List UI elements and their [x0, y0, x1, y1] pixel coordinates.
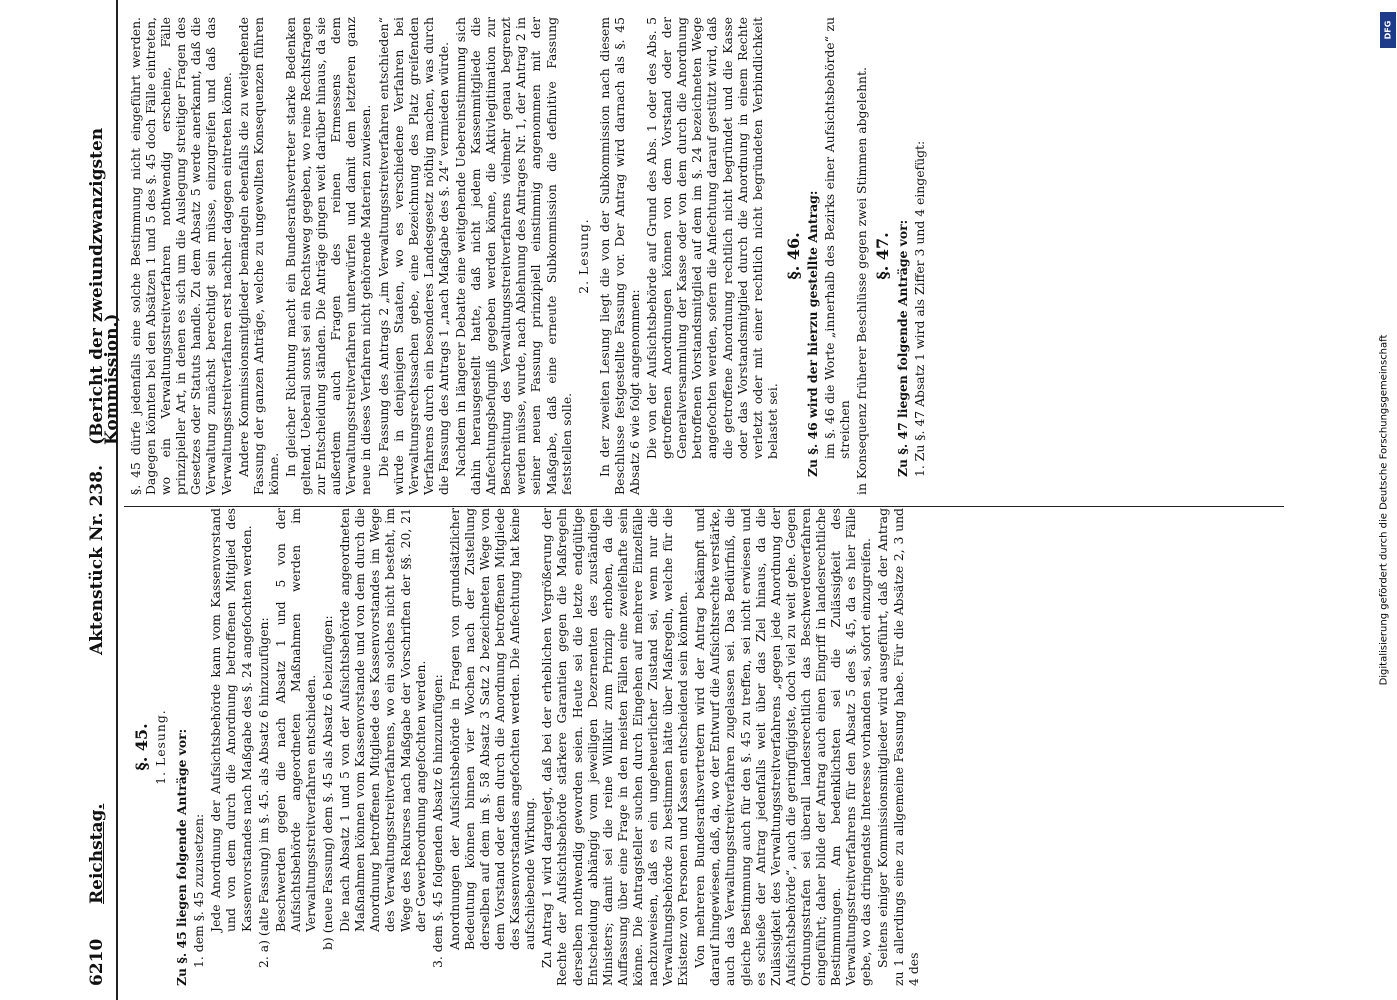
reading-heading-1: 1. Lesung.: [153, 709, 169, 785]
rotated-page-content: [86, 0, 1306, 1000]
paragraph: Zu Antrag 1 wird dargelegt, daß bei der erheblichen Vergrößerung der Rechte der Aufsichtsbehörde stärkere Garantien gegen die Maßregeln derselben nothwendig geworden seien. Heute sei die letzte endgültige Entscheidung abhängig vom jeweiligen Dezernenten des zuständigen Ministers; damit sei die reine Willkür zum Prinzip erhoben, da die Auffassung über eine Frage in den meisten Fällen eine zweifelhafte sein könne. Die Antragsteller suchen durch Eingehen auf mehrere Einzelfälle nachzuweisen, daß es ein ungeheuerlicher Zustand sei, wenn nur die Verwaltungsbehörde zu bestimmen hätte über Maßregeln, welche für die Existenz von Personen und Kassen entscheidend sein könnten.: [539, 508, 691, 986]
paragraph: Von mehreren Bundesrathsvertretern wird der Antrag bekämpft und darauf hingewiesen, daß, da, wo der Entwurf die Aufsichtsrechte verstärke, auch das Verwaltungsstreitverfahren zugelassen sei. Das Bedürfniß, die gleiche Bestimmung auch für den §. 45 zu treffen, sei nicht erwiesen und es schieße der Antrag jedenfalls weit über das Ziel hinaus, da die Zulässigkeit des Verwaltungsstreitverfahrens „gegen jede Anordnung der Aufsichtsbehörde“, auch die geringfügigste, doch viel zu weit gehe. Gegen Ordnungsstrafen sei überall landesrechtlich das Beschwerdeverfahren eingeführt; daher bilde der Antrag auch einen Eingriff in landesrechtliche Bestimmungen. Am bedenklichsten sei die Zulässigkeit des Verwaltungsstreitverfahrens für den Absatz 5 des §. 45, da es hier Fälle gebe, wo das dringendste Interesse vorhanden sei, sofort einzugreifen.: [692, 508, 874, 986]
paragraph: Nachdem in längerer Debatte eine weitgehende Uebereinstimmung sich dahin herausgestellt hatte, daß nicht jedem Kassenmitgliede die Anfechtungsbefugniß gegeben werden könne, die Aktivlegitimation zur Beschreitung des Verwaltungsstreitverfahrens vielmehr genau begrenzt werden müsse, wurde, nach Ablehnung des Antrages Nr. 1, der Antrag 2 in seiner neuen Fassung prinzipiell einstimmig angenommen mit der Maßgabe, daß eine erneute Subkommission die definitive Fassung feststellen solle.: [452, 17, 574, 495]
paragraph: Beschwerden gegen die nach Absatz 1 und 5 von der Aufsichtsbehörde angeordneten Maßnahmen werden im Verwaltungsstreitverfahren entschieden.: [272, 508, 318, 932]
paragraph: Andere Kommissionsmitglieder bemängeln ebenfalls die zu weitgehende Fassung der ganzen Anträge, welche zu ungewollten Konsequenzen führen könne.: [235, 17, 281, 495]
paragraph: Zu §. 47 liegen folgende Anträge vor:: [894, 219, 910, 477]
paragraph: 2. a) (alte Fassung) im §. 45. als Absatz 6 hinzuzufügen:: [255, 617, 271, 968]
paragraph: Die von der Aufsichtsbehörde auf Grund des Abs. 1 oder des Abs. 5 getroffenen Anordnungen können von dem Vorstand oder der Generalversammlung der Kasse oder von dem durch die Anordnung betroffenen Vorstandsmitglied auf dem im §. 24 bezeichneten Wege angefochten werden, sofern die Anfechtung darauf gestützt wird, daß die getroffene Anordnung rechtlich nicht begründet und die Kasse oder das Vorstandsmitglied durch die Anordnung in einem Rechte verletzt oder mit einer rechtlich nicht begründeten Verbindlichkeit belastet sei.: [644, 17, 780, 459]
paragraph: Anordnungen der Aufsichtsbehörde in Fragen von grundsätzlicher Bedeutung können binnen vier Wochen nach der Zustellung derselben auf dem im §. 58 Absatz 3 Satz 2 bezeichneten Wege von dem Vorstand oder dem durch die Anordnung betroffenen Mitgliede des Kassenvorstandes angefochten werden. Die Anfechtung hat keine aufschiebende Wirkung.: [446, 508, 538, 950]
section-heading-45: §. 45.: [132, 723, 151, 771]
paragraph: Zu §. 45 liegen folgende Anträge vor:: [174, 728, 190, 986]
paragraph: in Konsequenz früherer Beschlüsse gegen zwei Stimmen abgelehnt.: [854, 67, 870, 495]
paragraph: Zu §. 46 wird der hierzu gestellte Antrag:: [805, 190, 821, 477]
left-column: [128, 508, 923, 986]
margin-strip: [1372, 0, 1397, 1000]
dfg-logo-text: DFG: [1383, 20, 1393, 40]
paragraph: Seitens einiger Kommissionsmitglieder wird ausgeführt, daß der Antrag zu 1 allerdings eine zu allgemeine Fassung habe. Für die Absätze 2, 3 und 4 des: [875, 508, 921, 986]
page-number: 6210: [87, 938, 107, 986]
digitization-note: [1372, 200, 1397, 820]
column-divider: [124, 506, 1284, 507]
paragraph: §. 45 dürfe jedenfalls eine solche Bestimmung nicht eingeführt werden. Dagegen könnten bei den Absätzen 1 und 5 des §. 45 doch Fälle eintreten, wo ein Verwaltungsstreitverfahren nothwendig erscheine, Fälle prinzipieller Art, in denen es sich um die Auslegung streitiger Fragen des Gesetzes oder Statuts handle. Zu dem Absatz 5 werde anerkannt, daß die Verwaltung zunächst berechtigt sein müsse, einzugreifen und daß das Verwaltungsstreitverfahren erst nachher dagegen eintreten könne.: [128, 17, 234, 495]
header-left: Reichstag.: [87, 803, 107, 904]
paragraph: im §. 46 die Worte „innerhalb des Bezirks einer Aufsichtsbehörde“ zu streichen: [822, 17, 853, 459]
paragraph: Jede Anordnung der Aufsichtsbehörde kann vom Kassenvorstand und von dem durch die Anordnung betroffenen Mitglied des Kassenvorstandes nach Maßgabe des §. 24 angefochten werden.: [208, 508, 254, 932]
paragraph: 3. dem §. 45 folgenden Absatz 6 hinzuzufügen:: [429, 674, 445, 968]
paragraph: Die nach Absatz 1 und 5 von der Aufsichtsbehörde angeordneten Maßnahmen können vom Kassenvorstande und von dem durch die Anordnung betroffenen Mitgliede des Kassenvorstandes im Wege des Verwaltungsstreitverfahrens, wo ein solches nicht besteht, im Wege des Rekurses nach Maßgabe der Vorschriften der §§. 20, 21 der Gewerbeordnung angefochten werden.: [337, 508, 428, 932]
section-heading-46: §. 46.: [783, 232, 803, 280]
section-heading-47: §. 47.: [873, 232, 893, 280]
header-center: Aktenstück Nr. 238.: [87, 464, 107, 655]
paragraph: 1. dem §. 45 zuzusetzen:: [191, 813, 207, 968]
paragraph: 1. Zu §. 47 Absatz 1 wird als Ziffer 3 und 4 eingefügt:: [911, 140, 927, 477]
digitization-note-text: Digitalisierung gefördert durch die Deutsche Forschungsgemeinschaft: [1378, 334, 1390, 686]
header-right: (Bericht der zweiundzwanzigsten Kommission.): [87, 127, 123, 445]
right-column: [128, 17, 929, 495]
paragraph: Die Fassung des Antrags 2 „im Verwaltungsstreitverfahren entschieden“ würde in denjenigen Staaten, wo es verschiedene Verfahren bei Verwaltungsrechtssachen gebe, eine Bezeichnung des Platz greifenden Verfahrens durch ein besonderes Landesgesetz nöthig machen, was durch die Fassung des Antrags 1 „nach Maßgabe des §. 24“ vermieden würde.: [375, 17, 451, 495]
dfg-logo-icon: [1380, 12, 1396, 48]
page-header: [86, 0, 123, 1000]
reading-heading-2: 2. Lesung.: [575, 218, 591, 294]
paragraph: In gleicher Richtung macht ein Bundesrathsvertreter starke Bedenken geltend. Ueberall sonst sei ein Rechtsweg gegeben, wo reine Rechtsfragen zur Entscheidung ständen. Die Anträge gingen weit darüber hinaus, da sie außerdem auch Fragen des reinen Ermessens dem Verwaltungsstreitverfahren unterwürfen und damit dem letzteren ganz neue in dieses Verfahren nicht gehörende Materien zuwiesen.: [282, 17, 374, 495]
paragraph: In der zweiten Lesung liegt die von der Subkommission nach diesem Beschlusse festgestellte Fassung vor. Der Antrag wird darnach als §. 45 Absatz 6 wie folgt angenommen:: [596, 17, 642, 495]
paragraph: b) (neue Fassung) dem §. 45 als Absatz 6 beizufügen:: [320, 615, 336, 950]
